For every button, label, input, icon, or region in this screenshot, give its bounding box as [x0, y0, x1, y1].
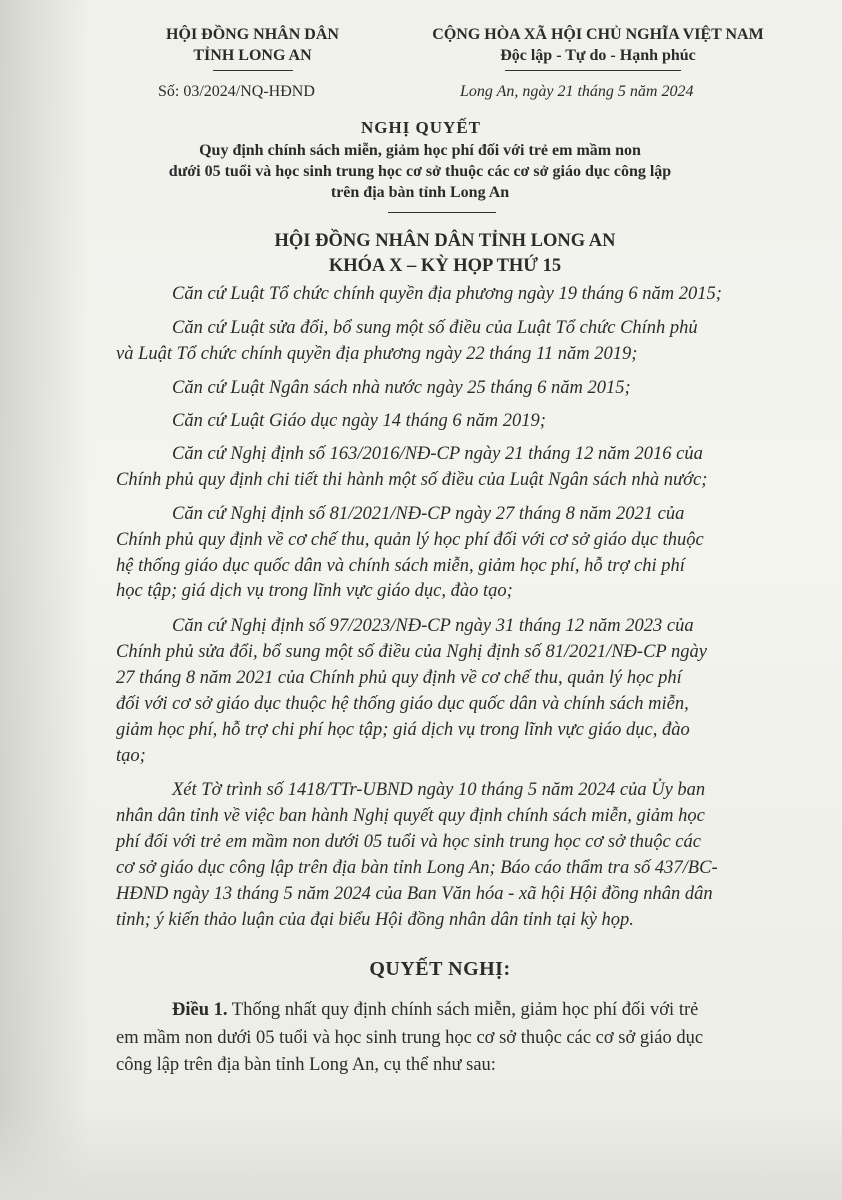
issuer-line-2: TỈNH LONG AN: [193, 47, 312, 64]
basis-line: cơ sở giáo dục công lập trên địa bàn tỉnh Long An; Báo cáo thẩm tra số 437/BC-: [116, 858, 718, 878]
resolution-heading: QUYẾT NGHỊ:: [369, 958, 511, 980]
motto-underline: [505, 70, 681, 71]
basis-line: Căn cứ Luật Giáo dục ngày 14 tháng 6 năm 2019;: [172, 411, 546, 431]
document-subtitle: [120, 140, 720, 203]
issuer-underline: [213, 70, 293, 71]
issuer-block: [130, 24, 375, 66]
title-underline: [388, 212, 496, 213]
article-1-line-2: em mầm non dưới 05 tuổi và học sinh trung học cơ sở thuộc các cơ sở giáo dục: [116, 1028, 704, 1048]
article-1-line-1: [172, 1000, 698, 1021]
document-number: Số: 03/2024/NQ-HĐND: [158, 83, 315, 100]
council-line-1: HỘI ĐỒNG NHÂN DÂN TỈNH LONG AN: [274, 231, 616, 251]
basis-line: Căn cứ Luật Ngân sách nhà nước ngày 25 tháng 6 năm 2015;: [172, 378, 631, 398]
basis-line: Căn cứ Nghị định số 97/2023/NĐ-CP ngày 31 tháng 12 năm 2023 của: [172, 616, 694, 636]
basis-line: Căn cứ Luật sửa đổi, bổ sung một số điều của Luật Tổ chức Chính phủ: [172, 318, 698, 338]
article-1-line-3: công lập trên địa bàn tỉnh Long An, cụ thể như sau:: [116, 1055, 496, 1075]
motto-line: Độc lập - Tự do - Hạnh phúc: [500, 47, 696, 64]
council-heading: [0, 229, 842, 279]
paper-bottom-shade: [0, 1108, 842, 1200]
basis-line: 27 tháng 8 năm 2021 của Chính phủ quy định về cơ chế thu, quản lý học phí: [116, 668, 682, 688]
basis-line: Căn cứ Nghị định số 81/2021/NĐ-CP ngày 27 tháng 8 năm 2021 của: [172, 504, 685, 524]
basis-line: hệ thống giáo dục quốc dân và chính sách miễn, giảm học phí, hỗ trợ chi phí: [116, 556, 685, 576]
country-line-1: CỘNG HÒA XÃ HỘI CHỦ NGHĨA VIỆT NAM: [432, 26, 764, 43]
basis-line: Chính phủ sửa đổi, bổ sung một số điều của Nghị định số 81/2021/NĐ-CP ngày: [116, 642, 707, 662]
place-date: Long An, ngày 21 tháng 5 năm 2024: [460, 83, 694, 100]
article-1-label: Điều 1.: [172, 1000, 228, 1020]
basis-line: giảm học phí, hỗ trợ chi phí học tập; giá dịch vụ trong lĩnh vực giáo dục, đào: [116, 720, 690, 740]
council-line-2: KHÓA X – KỲ HỌP THỨ 15: [328, 256, 562, 276]
basis-line: tạo;: [116, 746, 146, 766]
basis-line: nhân dân tỉnh về việc ban hành Nghị quyết quy định chính sách miễn, giảm học: [116, 806, 705, 826]
basis-line: đối với cơ sở giáo dục thuộc hệ thống giáo dục quốc dân và chính sách miễn,: [116, 694, 689, 714]
basis-line: tỉnh; ý kiến thảo luận của đại biểu Hội đồng nhân dân tỉnh tại kỳ họp.: [116, 910, 634, 930]
basis-line: học tập; giá dịch vụ trong lĩnh vực giáo dục, đào tạo;: [116, 581, 513, 601]
country-block: [382, 24, 814, 66]
subtitle-line-3: trên địa bàn tỉnh Long An: [330, 184, 510, 201]
document-title: NGHỊ QUYẾT: [360, 118, 482, 137]
basis-line: Chính phủ quy định về cơ chế thu, quản lý học phí đối với cơ sở giáo dục thuộc: [116, 530, 704, 550]
paper-shadow: [0, 0, 90, 1200]
basis-line: Căn cứ Luật Tổ chức chính quyền địa phương ngày 19 tháng 6 năm 2015;: [172, 284, 722, 304]
basis-line: Xét Tờ trình số 1418/TTr-UBND ngày 10 tháng 5 năm 2024 của Ủy ban: [172, 780, 706, 800]
basis-line: và Luật Tổ chức chính quyền địa phương ngày 22 tháng 11 năm 2019;: [116, 344, 638, 364]
issuer-line-1: HỘI ĐỒNG NHÂN DÂN: [166, 26, 339, 43]
basis-line: Chính phủ quy định chi tiết thi hành một số điều của Luật Ngân sách nhà nước;: [116, 470, 708, 490]
subtitle-line-1: Quy định chính sách miễn, giảm học phí đối với trẻ em mầm non: [199, 142, 641, 159]
basis-line: Căn cứ Nghị định số 163/2016/NĐ-CP ngày 21 tháng 12 năm 2016 của: [172, 444, 703, 464]
article-1-text: Thống nhất quy định chính sách miễn, giảm học phí đối với trẻ: [227, 1000, 699, 1020]
subtitle-line-2: dưới 05 tuổi và học sinh trung học cơ sở thuộc các cơ sở giáo dục công lập: [168, 163, 672, 180]
basis-line: phí đối với trẻ em mầm non dưới 05 tuổi và học sinh trung học cơ sở thuộc các: [116, 832, 701, 852]
basis-line: HĐND ngày 13 tháng 5 năm 2024 của Ban Văn hóa - xã hội Hội đồng nhân dân: [116, 884, 713, 904]
